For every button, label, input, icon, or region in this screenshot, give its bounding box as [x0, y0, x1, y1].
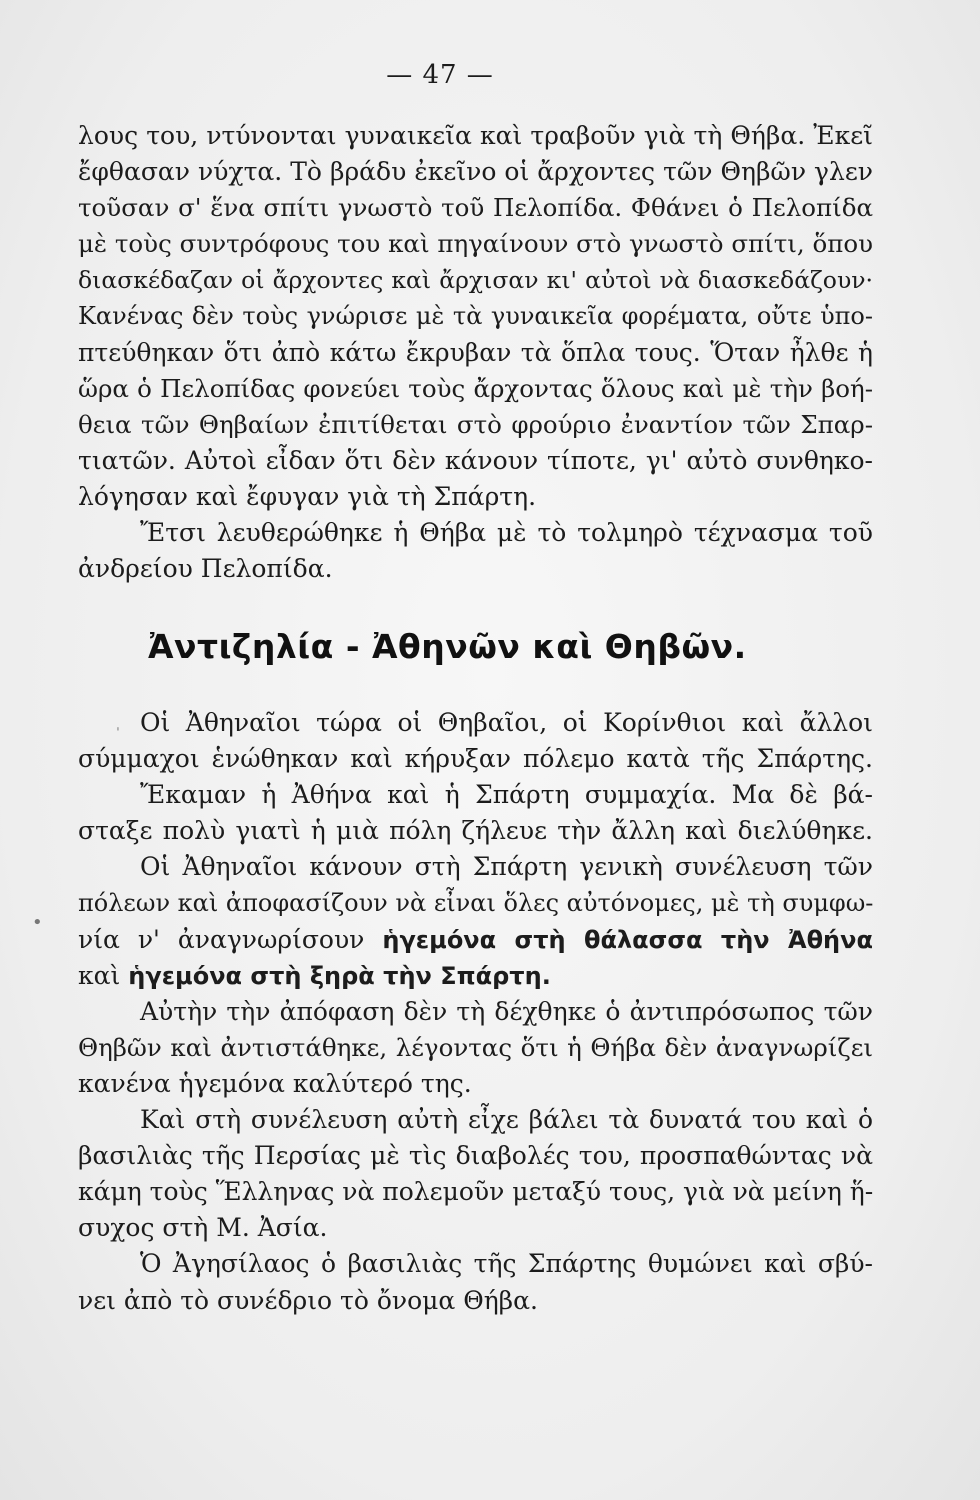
text-line: ἀνδρείου Πελοπίδα.	[78, 554, 333, 584]
text-segment: καὶ	[78, 960, 121, 990]
section-body	[78, 705, 873, 1319]
text-line: Θηβῶν καὶ ἀντιστάθηκε, λέγοντας ὅτι ἡ Θήβα δὲν ἀναγνωρίζει	[78, 1032, 873, 1062]
text-segment: νία ν' ἀναγνωρίσουν	[78, 924, 365, 954]
text-line: Ὁ Ἀγησίλαος ὁ βασιλιὰς τῆς Σπάρτης θυμώνει καὶ σβύ-	[140, 1249, 873, 1279]
text-line: βασιλιὰς τῆς Περσίας μὲ τὶς διαβολές του, προσπαθώντας νὰ	[78, 1141, 873, 1171]
text-line: διασκέδαζαν οἱ ἄρχοντες καὶ ἄρχισαν κι' αὐτοὶ νὰ διασκεδάζουν·	[78, 266, 873, 295]
page-number: — 47 —	[386, 60, 494, 90]
text-line: Οἱ Ἀθηναῖοι κάνουν στὴ Σπάρτη γενικὴ συνέλευση τῶν	[140, 852, 873, 882]
text-line: νει ἀπὸ τὸ συνέδριο τὸ ὄνομα Θήβα.	[78, 1285, 538, 1315]
text-line: τοῦσαν σ' ἕνα σπίτι γνωστὸ τοῦ Πελοπίδα. Φθάνει ὁ Πελοπίδα	[78, 193, 873, 223]
text-line: Αὐτὴν τὴν ἀπόφαση δὲν τὴ δέχθηκε ὁ ἀντιπρόσωπος τῶν	[140, 996, 873, 1026]
top-paragraph	[78, 118, 873, 587]
text-line: Κανένας δὲν τοὺς γνώρισε μὲ τὰ γυναικεῖα φορέματα, οὔτε ὑπο-	[78, 302, 873, 331]
text-line: πόλεων καὶ ἀποφασίζουν νὰ εἶναι ὅλες αὐτόνομες, μὲ τὴ συμφω-	[78, 889, 873, 918]
margin-dot-mark: •	[32, 912, 43, 933]
text-line: Καὶ στὴ συνέλευση αὐτὴ εἶχε βάλει τὰ δυνατά του καὶ ὁ	[140, 1105, 873, 1135]
bold-phrase-sea-leader: ἡγεμόνα στὴ θάλασσα τὴν Ἀθήνα	[382, 925, 873, 954]
text-line: τιατῶν. Αὐτοὶ εἶδαν ὅτι δὲν κάνουν τίποτε, γι' αὐτὸ συνθηκο-	[78, 445, 873, 475]
text-line: λόγησαν καὶ ἔφυγαν γιὰ τὴ Σπάρτη.	[78, 481, 537, 511]
text-line: θεια τῶν Θηβαίων ἐπιτίθεται στὸ φρούριο ἐναντίον τῶν Σπαρ-	[78, 409, 873, 439]
text-line: Οἱ Ἀθηναῖοι τώρα οἱ Θηβαῖοι, οἱ Κορίνθιοι καὶ ἄλλοι	[140, 708, 873, 737]
bold-phrase-land-leader: ἡγεμόνα στὴ ξηρὰ τὴν Σπάρτη.	[128, 961, 551, 990]
text-line: πτεύθηκαν ὅτι ἀπὸ κάτω ἔκρυβαν τὰ ὅπλα τους. Ὅταν ἦλθε ἡ	[78, 337, 873, 367]
text-line: κάμη τοὺς Ἕλληνας νὰ πολεμοῦν μεταξύ τους, γιὰ νὰ μείνη ἥ-	[78, 1177, 873, 1207]
text-line: κανένα ἡγεμόνα καλύτερό της.	[78, 1068, 472, 1098]
margin-tick-mark: ˌ	[116, 717, 120, 733]
text-line: σύμμαχοι ἑνώθηκαν καὶ κήρυξαν πόλεμο κατὰ τῆς Σπάρτης.	[78, 744, 873, 774]
text-line: ὥρα ὁ Πελοπίδας φονεύει τοὺς ἄρχοντας ὅλους καὶ μὲ τὴν βοή-	[78, 373, 873, 403]
text-line: ἔφθασαν νύχτα. Τὸ βράδυ ἐκεῖνο οἱ ἄρχοντες τῶν Θηβῶν γλεν	[78, 157, 873, 187]
text-line-with-bold	[78, 922, 873, 958]
text-line: Ἔκαμαν ἡ Ἀθήνα καὶ ἡ Σπάρτη συμμαχία. Μα δὲ βά-	[140, 780, 873, 810]
text-line: συχος στὴ Μ. Ἀσία.	[78, 1213, 328, 1243]
text-line: λους του, ντύνονται γυναικεῖα καὶ τραβοῦν γιὰ τὴ Θήβα. Ἐκεῖ	[78, 121, 873, 150]
section-heading: Ἀντιζηλία - Ἀθηνῶν καὶ Θηβῶν.	[148, 627, 747, 666]
text-line: Ἔτσι λευθερώθηκε ἡ Θήβα μὲ τὸ τολμηρὸ τέχνασμα τοῦ	[140, 518, 873, 548]
text-line: σταξε πολὺ γιατὶ ἡ μιὰ πόλη ζήλευε τὴν ἄλλη καὶ διελύθηκε.	[78, 816, 873, 846]
text-line: μὲ τοὺς συντρόφους του καὶ πηγαίνουν στὸ γνωστὸ σπίτι, ὅπου	[78, 229, 873, 259]
text-line-with-bold	[78, 958, 873, 994]
